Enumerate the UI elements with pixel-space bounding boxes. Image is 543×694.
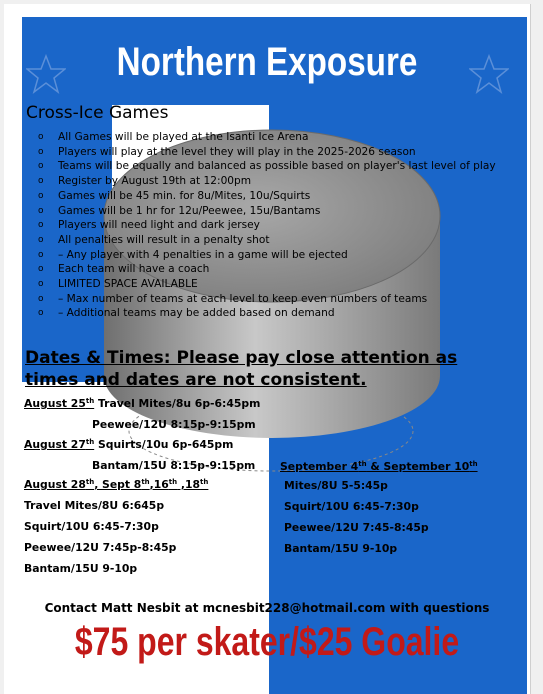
date-label bbox=[24, 478, 208, 491]
contact-line: Contact Matt Nesbit at mcnesbit228@hotmail.com with questions bbox=[44, 601, 490, 615]
section-title: Cross-Ice Games bbox=[26, 103, 169, 123]
flyer-page bbox=[4, 4, 531, 694]
list-item: o – Max number of teams at each level to keep even numbers of teams bbox=[38, 292, 498, 307]
schedule-aug25 bbox=[24, 397, 260, 410]
schedule-line: Squirt/10U 6:45-7:30p bbox=[284, 500, 419, 513]
list-item: o All Games will be played at the Isanti Ice Arena bbox=[38, 130, 498, 145]
schedule-line: Bantam/15U 8:15p-9:15pm bbox=[92, 459, 256, 472]
list-item: o Players will need light and dark jersey bbox=[38, 218, 498, 233]
date-suffix: th bbox=[85, 478, 95, 486]
date-text: September 4 bbox=[280, 460, 359, 473]
date-text: August 27 bbox=[24, 438, 86, 451]
date-suffix: th bbox=[168, 478, 178, 486]
date-label bbox=[24, 397, 94, 410]
list-item: o LIMITED SPACE AVAILABLE bbox=[38, 277, 498, 292]
rules-list bbox=[38, 130, 498, 321]
date-suffix: th bbox=[85, 397, 95, 405]
list-item: o All penalties will result in a penalty shot bbox=[38, 233, 498, 248]
date-text: & September 10 bbox=[366, 460, 470, 473]
date-text: ,16 bbox=[149, 478, 169, 491]
list-item: o – Any player with 4 penalties in a game will be ejected bbox=[38, 248, 498, 263]
list-item: o Register by August 19th at 12:00pm bbox=[38, 174, 498, 189]
date-text: , Sept 8 bbox=[94, 478, 142, 491]
schedule-line: Peewee/12U 8:15p-9:15pm bbox=[92, 418, 256, 431]
date-suffix: th bbox=[358, 460, 367, 468]
schedule-line: Squirt/10U 6:45-7:30p bbox=[24, 520, 159, 533]
date-suffix: th bbox=[200, 478, 209, 486]
list-item: o – Additional teams may be added based on demand bbox=[38, 306, 498, 321]
schedule-line: Bantam/15U 9-10p bbox=[284, 542, 398, 555]
list-item: o Teams will be equally and balanced as possible based on player's last level of play bbox=[38, 159, 498, 174]
list-item: o Players will play at the level they will play in the 2025-2026 season bbox=[38, 145, 498, 160]
schedule-line: Mites/8U 5-5:45p bbox=[284, 479, 388, 492]
dates-heading: Dates & Times: Please pay close attention as times and dates are not consistent. bbox=[25, 348, 458, 390]
date-text: ,18 bbox=[177, 478, 201, 491]
date-text: August 25 bbox=[24, 397, 86, 410]
schedule-line: Travel Mites/8u 6p-6:45pm bbox=[94, 397, 261, 410]
schedule-line: Peewee/12U 7:45-8:45p bbox=[284, 521, 429, 534]
list-item: o Each team will have a coach bbox=[38, 262, 498, 277]
date-suffix: th bbox=[469, 460, 478, 468]
schedule-line: Travel Mites/8U 6:645p bbox=[24, 499, 165, 512]
schedule-aug27 bbox=[24, 438, 233, 451]
date-suffix: th bbox=[85, 438, 95, 446]
date-text: August 28 bbox=[24, 478, 86, 491]
flyer-title: Northern Exposure bbox=[116, 40, 418, 84]
date-label bbox=[24, 438, 94, 451]
schedule-line: Squirts/10u 6p-645pm bbox=[94, 438, 234, 451]
list-item: o Games will be 1 hr for 12u/Peewee, 15u/Bantams bbox=[38, 204, 498, 219]
schedule-line: Peewee/12U 7:45p-8:45p bbox=[24, 541, 177, 554]
schedule-line: Bantam/15U 9-10p bbox=[24, 562, 138, 575]
price-line: $75 per skater/$25 Goalie bbox=[74, 620, 460, 664]
date-label bbox=[280, 460, 478, 473]
date-suffix: th bbox=[141, 478, 150, 486]
list-item: o Games will be 45 min. for 8u/Mites, 10u/Squirts bbox=[38, 189, 498, 204]
